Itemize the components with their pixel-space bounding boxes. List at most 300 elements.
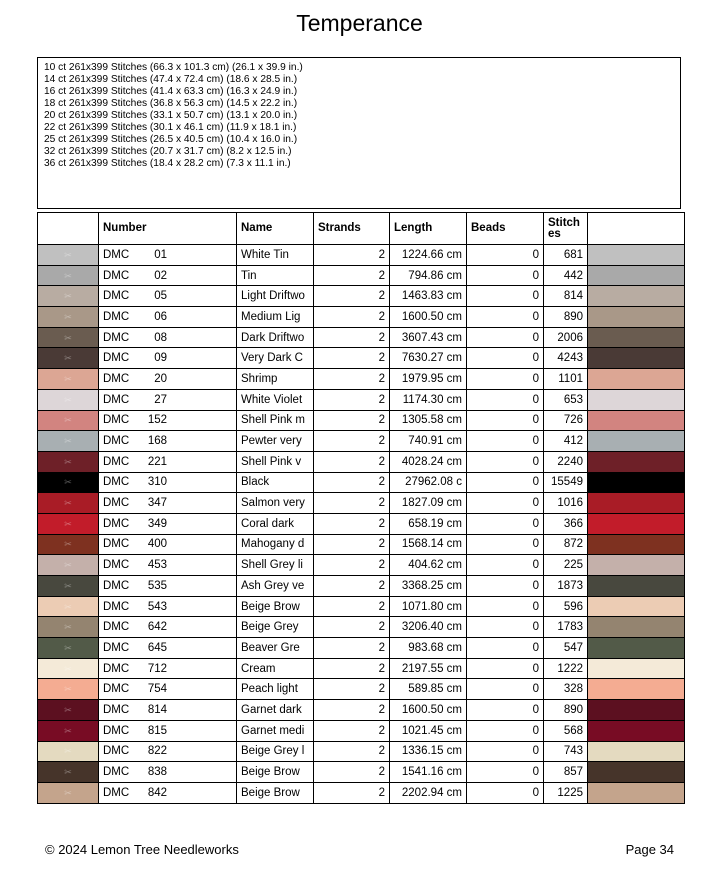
length-cell: 2202.94 cm bbox=[390, 782, 467, 803]
stitch-symbol-icon: ✂ bbox=[64, 580, 72, 591]
color-swatch bbox=[588, 245, 685, 266]
thread-code: 838 bbox=[147, 766, 167, 779]
thread-brand: DMC bbox=[103, 414, 130, 427]
thread-brand: DMC bbox=[103, 352, 130, 365]
symbol-cell bbox=[38, 327, 99, 348]
thread-code: 09 bbox=[154, 352, 167, 365]
color-swatch bbox=[588, 410, 685, 431]
stitch-symbol-icon: ✂ bbox=[64, 746, 72, 757]
header-symbol bbox=[38, 213, 99, 245]
stitch-symbol-icon: ✂ bbox=[64, 332, 72, 343]
name-cell: Beige Brow bbox=[237, 596, 314, 617]
length-cell: 794.86 cm bbox=[390, 265, 467, 286]
thread-code: 754 bbox=[147, 683, 167, 696]
name-cell: Beaver Gre bbox=[237, 638, 314, 659]
copyright: © 2024 Lemon Tree Needleworks bbox=[45, 842, 239, 857]
symbol-cell bbox=[38, 700, 99, 721]
stitches-cell: 1783 bbox=[544, 617, 588, 638]
symbol-cell bbox=[38, 782, 99, 803]
name-cell: Beige Grey bbox=[237, 617, 314, 638]
thread-brand: DMC bbox=[103, 435, 130, 448]
thread-code: 310 bbox=[147, 476, 167, 489]
table-header-row bbox=[38, 213, 685, 245]
length-cell: 4028.24 cm bbox=[390, 451, 467, 472]
beads-cell: 0 bbox=[467, 307, 544, 328]
table-row bbox=[38, 348, 685, 369]
name-cell: Medium Lig bbox=[237, 307, 314, 328]
beads-cell: 0 bbox=[467, 720, 544, 741]
thread-brand: DMC bbox=[103, 331, 130, 344]
length-cell: 3607.43 cm bbox=[390, 327, 467, 348]
thread-brand: DMC bbox=[103, 683, 130, 696]
beads-cell: 0 bbox=[467, 782, 544, 803]
thread-brand: DMC bbox=[103, 455, 130, 468]
name-cell: Light Driftwo bbox=[237, 286, 314, 307]
table-row bbox=[38, 431, 685, 452]
stitches-cell: 1101 bbox=[544, 369, 588, 390]
length-cell: 1224.66 cm bbox=[390, 245, 467, 266]
color-swatch bbox=[588, 513, 685, 534]
stitches-cell: 1016 bbox=[544, 493, 588, 514]
stitches-cell: 1873 bbox=[544, 576, 588, 597]
header-swatch bbox=[588, 213, 685, 245]
name-cell: Tin bbox=[237, 265, 314, 286]
length-cell: 1021.45 cm bbox=[390, 720, 467, 741]
color-swatch bbox=[588, 389, 685, 410]
number-cell bbox=[99, 534, 237, 555]
color-swatch bbox=[588, 369, 685, 390]
beads-cell: 0 bbox=[467, 389, 544, 410]
stitches-cell: 653 bbox=[544, 389, 588, 410]
thread-code: 822 bbox=[147, 745, 167, 758]
stitch-symbol-icon: ✂ bbox=[64, 270, 72, 281]
beads-cell: 0 bbox=[467, 741, 544, 762]
stitch-symbol-icon: ✂ bbox=[64, 311, 72, 322]
color-swatch bbox=[588, 617, 685, 638]
fabric-size-line: 22 ct 261x399 Stitches (30.1 x 46.1 cm) (11.9 x 18.1 in.) bbox=[44, 122, 297, 133]
thread-code: 712 bbox=[147, 662, 167, 675]
table-row bbox=[38, 555, 685, 576]
beads-cell: 0 bbox=[467, 348, 544, 369]
beads-cell: 0 bbox=[467, 451, 544, 472]
symbol-cell bbox=[38, 596, 99, 617]
thread-brand: DMC bbox=[103, 786, 130, 799]
stitches-cell: 225 bbox=[544, 555, 588, 576]
stitches-cell: 366 bbox=[544, 513, 588, 534]
number-cell bbox=[99, 555, 237, 576]
thread-brand: DMC bbox=[103, 476, 130, 489]
beads-cell: 0 bbox=[467, 534, 544, 555]
length-cell: 1463.83 cm bbox=[390, 286, 467, 307]
color-swatch bbox=[588, 493, 685, 514]
name-cell: White Violet bbox=[237, 389, 314, 410]
symbol-cell bbox=[38, 410, 99, 431]
fabric-size-list bbox=[37, 57, 681, 209]
symbol-cell bbox=[38, 431, 99, 452]
number-cell bbox=[99, 472, 237, 493]
strands-cell: 2 bbox=[314, 265, 390, 286]
fabric-size-line: 20 ct 261x399 Stitches (33.1 x 50.7 cm) (13.1 x 20.0 in.) bbox=[44, 110, 298, 121]
stitches-cell: 547 bbox=[544, 638, 588, 659]
length-cell: 404.62 cm bbox=[390, 555, 467, 576]
length-cell: 1336.15 cm bbox=[390, 741, 467, 762]
name-cell: Beige Brow bbox=[237, 762, 314, 783]
beads-cell: 0 bbox=[467, 513, 544, 534]
stitches-cell: 1222 bbox=[544, 658, 588, 679]
strands-cell: 2 bbox=[314, 451, 390, 472]
name-cell: Salmon very bbox=[237, 493, 314, 514]
thread-code: 535 bbox=[147, 579, 167, 592]
thread-brand: DMC bbox=[103, 497, 130, 510]
stitches-cell: 4243 bbox=[544, 348, 588, 369]
fabric-size-line: 10 ct 261x399 Stitches (66.3 x 101.3 cm) (26.1 x 39.9 in.) bbox=[44, 62, 303, 73]
stitch-symbol-icon: ✂ bbox=[64, 684, 72, 695]
strands-cell: 2 bbox=[314, 700, 390, 721]
thread-brand: DMC bbox=[103, 621, 130, 634]
stitch-symbol-icon: ✂ bbox=[64, 373, 72, 384]
number-cell bbox=[99, 431, 237, 452]
stitches-cell: 568 bbox=[544, 720, 588, 741]
strands-cell: 2 bbox=[314, 410, 390, 431]
number-cell bbox=[99, 638, 237, 659]
strands-cell: 2 bbox=[314, 307, 390, 328]
symbol-cell bbox=[38, 534, 99, 555]
thread-brand: DMC bbox=[103, 310, 130, 323]
length-cell: 740.91 cm bbox=[390, 431, 467, 452]
color-swatch bbox=[588, 638, 685, 659]
number-cell bbox=[99, 265, 237, 286]
length-cell: 1600.50 cm bbox=[390, 700, 467, 721]
strands-cell: 2 bbox=[314, 472, 390, 493]
thread-code: 06 bbox=[154, 310, 167, 323]
number-cell bbox=[99, 513, 237, 534]
header-name: Name bbox=[237, 213, 314, 245]
thread-brand: DMC bbox=[103, 766, 130, 779]
name-cell: Dark Driftwo bbox=[237, 327, 314, 348]
strands-cell: 2 bbox=[314, 555, 390, 576]
strands-cell: 2 bbox=[314, 762, 390, 783]
table-row bbox=[38, 265, 685, 286]
thread-code: 02 bbox=[154, 269, 167, 282]
table-row bbox=[38, 782, 685, 803]
table-row bbox=[38, 762, 685, 783]
thread-code: 543 bbox=[147, 600, 167, 613]
number-cell bbox=[99, 658, 237, 679]
symbol-cell bbox=[38, 679, 99, 700]
strands-cell: 2 bbox=[314, 369, 390, 390]
table-row bbox=[38, 679, 685, 700]
strands-cell: 2 bbox=[314, 782, 390, 803]
thread-code: 20 bbox=[154, 372, 167, 385]
name-cell: Coral dark bbox=[237, 513, 314, 534]
name-cell: Shell Grey li bbox=[237, 555, 314, 576]
stitch-symbol-icon: ✂ bbox=[64, 704, 72, 715]
color-swatch bbox=[588, 327, 685, 348]
page-title: Temperance bbox=[296, 10, 423, 36]
beads-cell: 0 bbox=[467, 658, 544, 679]
name-cell: Ash Grey ve bbox=[237, 576, 314, 597]
table-row bbox=[38, 720, 685, 741]
length-cell: 983.68 cm bbox=[390, 638, 467, 659]
thread-brand: DMC bbox=[103, 579, 130, 592]
table-row bbox=[38, 327, 685, 348]
fabric-size-line: 25 ct 261x399 Stitches (26.5 x 40.5 cm) (10.4 x 16.0 in.) bbox=[44, 134, 298, 145]
strands-cell: 2 bbox=[314, 348, 390, 369]
symbol-cell bbox=[38, 307, 99, 328]
thread-code: 27 bbox=[154, 393, 167, 406]
symbol-cell bbox=[38, 493, 99, 514]
symbol-cell bbox=[38, 762, 99, 783]
thread-brand: DMC bbox=[103, 538, 130, 551]
number-cell bbox=[99, 596, 237, 617]
beads-cell: 0 bbox=[467, 369, 544, 390]
number-cell bbox=[99, 720, 237, 741]
strands-cell: 2 bbox=[314, 245, 390, 266]
strands-cell: 2 bbox=[314, 493, 390, 514]
fabric-size-line: 18 ct 261x399 Stitches (36.8 x 56.3 cm) (14.5 x 22.2 in.) bbox=[44, 98, 298, 109]
stitch-symbol-icon: ✂ bbox=[64, 518, 72, 529]
table-row bbox=[38, 493, 685, 514]
stitch-symbol-icon: ✂ bbox=[64, 725, 72, 736]
color-swatch bbox=[588, 782, 685, 803]
symbol-cell bbox=[38, 555, 99, 576]
thread-code: 05 bbox=[154, 290, 167, 303]
stitch-symbol-icon: ✂ bbox=[64, 560, 72, 571]
symbol-cell bbox=[38, 638, 99, 659]
length-cell: 1600.50 cm bbox=[390, 307, 467, 328]
strands-cell: 2 bbox=[314, 741, 390, 762]
color-swatch bbox=[588, 348, 685, 369]
beads-cell: 0 bbox=[467, 679, 544, 700]
header-strands: Strands bbox=[314, 213, 390, 245]
table-row bbox=[38, 389, 685, 410]
length-cell: 3368.25 cm bbox=[390, 576, 467, 597]
header-number: Number bbox=[99, 213, 237, 245]
symbol-cell bbox=[38, 513, 99, 534]
table-row bbox=[38, 700, 685, 721]
symbol-cell bbox=[38, 451, 99, 472]
thread-code: 645 bbox=[147, 641, 167, 654]
stitch-symbol-icon: ✂ bbox=[64, 539, 72, 550]
number-cell bbox=[99, 410, 237, 431]
stitch-symbol-icon: ✂ bbox=[64, 622, 72, 633]
fabric-size-line: 32 ct 261x399 Stitches (20.7 x 31.7 cm) (8.2 x 12.5 in.) bbox=[44, 146, 292, 157]
thread-brand: DMC bbox=[103, 393, 130, 406]
thread-brand: DMC bbox=[103, 248, 130, 261]
stitches-cell: 2006 bbox=[544, 327, 588, 348]
beads-cell: 0 bbox=[467, 431, 544, 452]
name-cell: Shrimp bbox=[237, 369, 314, 390]
stitch-symbol-icon: ✂ bbox=[64, 642, 72, 653]
thread-brand: DMC bbox=[103, 517, 130, 530]
length-cell: 1071.80 cm bbox=[390, 596, 467, 617]
table-row bbox=[38, 617, 685, 638]
stitches-cell: 857 bbox=[544, 762, 588, 783]
thread-code: 642 bbox=[147, 621, 167, 634]
beads-cell: 0 bbox=[467, 493, 544, 514]
thread-brand: DMC bbox=[103, 269, 130, 282]
thread-code: 349 bbox=[147, 517, 167, 530]
name-cell: Peach light bbox=[237, 679, 314, 700]
stitches-cell: 743 bbox=[544, 741, 588, 762]
stitches-cell: 412 bbox=[544, 431, 588, 452]
length-cell: 1979.95 cm bbox=[390, 369, 467, 390]
symbol-cell bbox=[38, 617, 99, 638]
length-cell: 3206.40 cm bbox=[390, 617, 467, 638]
color-swatch bbox=[588, 555, 685, 576]
number-cell bbox=[99, 389, 237, 410]
table-row bbox=[38, 472, 685, 493]
symbol-cell bbox=[38, 245, 99, 266]
table-row bbox=[38, 369, 685, 390]
strands-cell: 2 bbox=[314, 513, 390, 534]
thread-code: 815 bbox=[147, 724, 167, 737]
fabric-size-line: 14 ct 261x399 Stitches (47.4 x 72.4 cm) (18.6 x 28.5 in.) bbox=[44, 74, 298, 85]
number-cell bbox=[99, 576, 237, 597]
symbol-cell bbox=[38, 720, 99, 741]
strands-cell: 2 bbox=[314, 596, 390, 617]
color-swatch bbox=[588, 576, 685, 597]
fabric-size-line: 16 ct 261x399 Stitches (41.4 x 63.3 cm) (16.3 x 24.9 in.) bbox=[44, 86, 298, 97]
table-row bbox=[38, 245, 685, 266]
table-row bbox=[38, 658, 685, 679]
table-row bbox=[38, 576, 685, 597]
stitch-symbol-icon: ✂ bbox=[64, 249, 72, 260]
symbol-cell bbox=[38, 389, 99, 410]
stitch-symbol-icon: ✂ bbox=[64, 663, 72, 674]
strands-cell: 2 bbox=[314, 617, 390, 638]
table-row bbox=[38, 410, 685, 431]
stitch-symbol-icon: ✂ bbox=[64, 498, 72, 509]
name-cell: Shell Pink m bbox=[237, 410, 314, 431]
name-cell: Pewter very bbox=[237, 431, 314, 452]
number-cell bbox=[99, 741, 237, 762]
beads-cell: 0 bbox=[467, 555, 544, 576]
symbol-cell bbox=[38, 741, 99, 762]
number-cell bbox=[99, 327, 237, 348]
thread-code: 01 bbox=[154, 248, 167, 261]
number-cell bbox=[99, 286, 237, 307]
beads-cell: 0 bbox=[467, 596, 544, 617]
header-length: Length bbox=[390, 213, 467, 245]
stitch-symbol-icon: ✂ bbox=[64, 353, 72, 364]
header-stitches: Stitch es bbox=[544, 213, 588, 245]
thread-code: 814 bbox=[147, 703, 167, 716]
thread-code: 842 bbox=[147, 786, 167, 799]
color-swatch bbox=[588, 658, 685, 679]
strands-cell: 2 bbox=[314, 679, 390, 700]
thread-table bbox=[37, 212, 685, 804]
beads-cell: 0 bbox=[467, 265, 544, 286]
color-swatch bbox=[588, 596, 685, 617]
stitches-cell: 726 bbox=[544, 410, 588, 431]
stitches-cell: 890 bbox=[544, 307, 588, 328]
header-beads: Beads bbox=[467, 213, 544, 245]
name-cell: Garnet dark bbox=[237, 700, 314, 721]
thread-code: 08 bbox=[154, 331, 167, 344]
color-swatch bbox=[588, 451, 685, 472]
stitch-symbol-icon: ✂ bbox=[64, 601, 72, 612]
symbol-cell bbox=[38, 265, 99, 286]
name-cell: Beige Grey l bbox=[237, 741, 314, 762]
thread-code: 453 bbox=[147, 559, 167, 572]
stitches-cell: 596 bbox=[544, 596, 588, 617]
table-row bbox=[38, 596, 685, 617]
number-cell bbox=[99, 245, 237, 266]
beads-cell: 0 bbox=[467, 286, 544, 307]
table-row bbox=[38, 451, 685, 472]
symbol-cell bbox=[38, 472, 99, 493]
length-cell: 7630.27 cm bbox=[390, 348, 467, 369]
table-row bbox=[38, 286, 685, 307]
thread-code: 400 bbox=[147, 538, 167, 551]
beads-cell: 0 bbox=[467, 472, 544, 493]
number-cell bbox=[99, 700, 237, 721]
number-cell bbox=[99, 369, 237, 390]
strands-cell: 2 bbox=[314, 431, 390, 452]
beads-cell: 0 bbox=[467, 617, 544, 638]
stitches-cell: 15549 bbox=[544, 472, 588, 493]
name-cell: Mahogany d bbox=[237, 534, 314, 555]
thread-brand: DMC bbox=[103, 724, 130, 737]
color-swatch bbox=[588, 307, 685, 328]
symbol-cell bbox=[38, 658, 99, 679]
beads-cell: 0 bbox=[467, 245, 544, 266]
symbol-cell bbox=[38, 369, 99, 390]
symbol-cell bbox=[38, 576, 99, 597]
length-cell: 1541.16 cm bbox=[390, 762, 467, 783]
number-cell bbox=[99, 617, 237, 638]
thread-brand: DMC bbox=[103, 662, 130, 675]
beads-cell: 0 bbox=[467, 638, 544, 659]
stitch-symbol-icon: ✂ bbox=[64, 456, 72, 467]
color-swatch bbox=[588, 431, 685, 452]
name-cell: Cream bbox=[237, 658, 314, 679]
length-cell: 27962.08 c bbox=[390, 472, 467, 493]
number-cell bbox=[99, 348, 237, 369]
table-row bbox=[38, 638, 685, 659]
thread-brand: DMC bbox=[103, 745, 130, 758]
length-cell: 658.19 cm bbox=[390, 513, 467, 534]
name-cell: Black bbox=[237, 472, 314, 493]
strands-cell: 2 bbox=[314, 658, 390, 679]
fabric-size-line: 36 ct 261x399 Stitches (18.4 x 28.2 cm) (7.3 x 11.1 in.) bbox=[44, 158, 291, 169]
thread-code: 221 bbox=[147, 455, 167, 468]
number-cell bbox=[99, 782, 237, 803]
symbol-cell bbox=[38, 348, 99, 369]
thread-code: 168 bbox=[147, 435, 167, 448]
stitch-symbol-icon: ✂ bbox=[64, 477, 72, 488]
strands-cell: 2 bbox=[314, 327, 390, 348]
stitches-cell: 890 bbox=[544, 700, 588, 721]
table-row bbox=[38, 741, 685, 762]
beads-cell: 0 bbox=[467, 410, 544, 431]
stitch-symbol-icon: ✂ bbox=[64, 767, 72, 778]
strands-cell: 2 bbox=[314, 720, 390, 741]
symbol-cell bbox=[38, 286, 99, 307]
strands-cell: 2 bbox=[314, 286, 390, 307]
color-swatch bbox=[588, 265, 685, 286]
color-swatch bbox=[588, 720, 685, 741]
color-swatch bbox=[588, 286, 685, 307]
table-row bbox=[38, 513, 685, 534]
stitch-symbol-icon: ✂ bbox=[64, 291, 72, 302]
thread-brand: DMC bbox=[103, 372, 130, 385]
strands-cell: 2 bbox=[314, 638, 390, 659]
name-cell: Very Dark C bbox=[237, 348, 314, 369]
length-cell: 1827.09 cm bbox=[390, 493, 467, 514]
beads-cell: 0 bbox=[467, 327, 544, 348]
